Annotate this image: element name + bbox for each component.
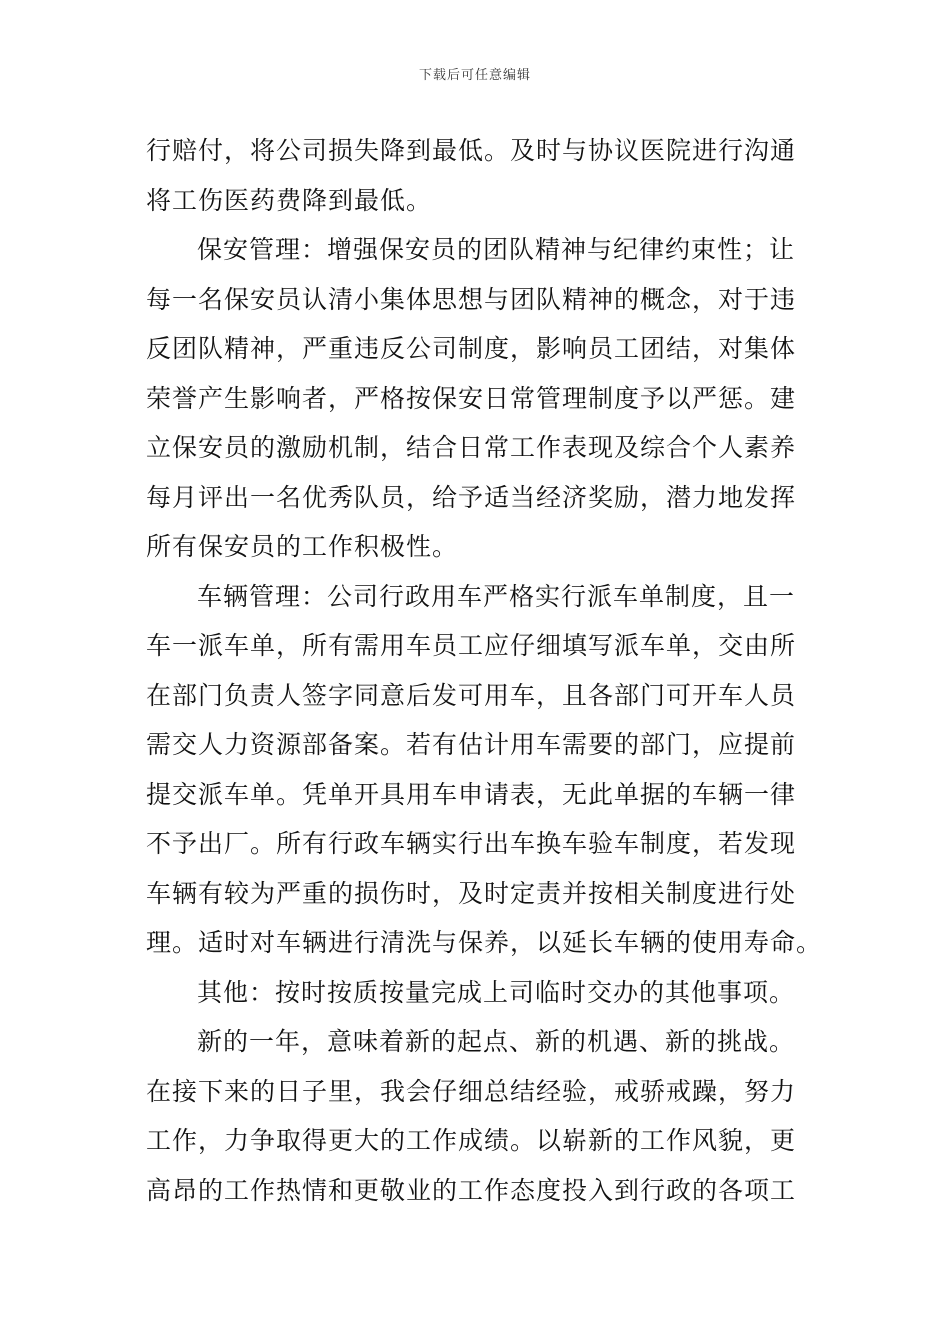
text-line: 理。适时对车辆进行清洗与保养，以延长车辆的使用寿命。 [146,928,823,957]
paragraph-start-new-year: 新的一年，意味着新的起点、新的机遇、新的挑战。 [197,1027,796,1056]
text-line: 立保安员的激励机制，结合日常工作表现及综合个人素养 [146,433,797,462]
page-header: 下载后可任意编辑 [418,68,531,83]
text-line: 所有保安员的工作积极性。 [146,532,459,561]
text-line: 每一名保安员认清小集体思想与团队精神的概念，对于违 [146,284,797,314]
text-line: 需交人力资源部备案。若有估计用车需要的部门，应提前 [146,730,797,759]
text-line: 车辆有较为严重的损伤时，及时定责并按相关制度进行处 [146,878,797,908]
text-line: 每月评出一名优秀队员，给予适当经济奖励，潜力地发挥 [146,482,797,512]
text-line: 将工伤医药费降到最低。 [146,185,433,215]
text-line: 荣誉产生影响者，严格按保安日常管理制度予以严惩。建 [146,383,797,413]
text-line: 反团队精神，严重违反公司制度，影响员工团结，对集体 [146,334,797,363]
text-line: 高昂的工作热情和更敬业的工作态度投入到行政的各项工 [146,1175,797,1205]
text-line: 提交派车单。凭单开具用车申请表，无此单据的车辆一律 [146,779,797,809]
text-line: 工作，力争取得更大的工作成绩。以崭新的工作风貌，更 [146,1126,797,1155]
text-line: 在部门负责人签字同意后发可用车，且各部门可开车人员 [146,680,797,710]
text-line: 车一派车单，所有需用车员工应仔细填写派车单，交由所 [146,631,797,660]
paragraph-start-vehicle: 车辆管理：公司行政用车严格实行派车单制度，且一 [197,581,796,611]
paragraph-start-other: 其他：按时按质按量完成上司临时交办的其他事项。 [197,977,796,1007]
document-body [146,126,823,1215]
paragraph-start-security: 保安管理：增强保安员的团队精神与纪律约束性；让 [197,235,796,264]
text-line: 不予出厂。所有行政车辆实行出车换车验车制度，若发现 [146,829,797,858]
text-line: 行赔付，将公司损失降到最低。及时与协议医院进行沟通 [146,136,797,165]
text-line: 在接下来的日子里，我会仔细总结经验，戒骄戒躁，努力 [146,1076,797,1106]
